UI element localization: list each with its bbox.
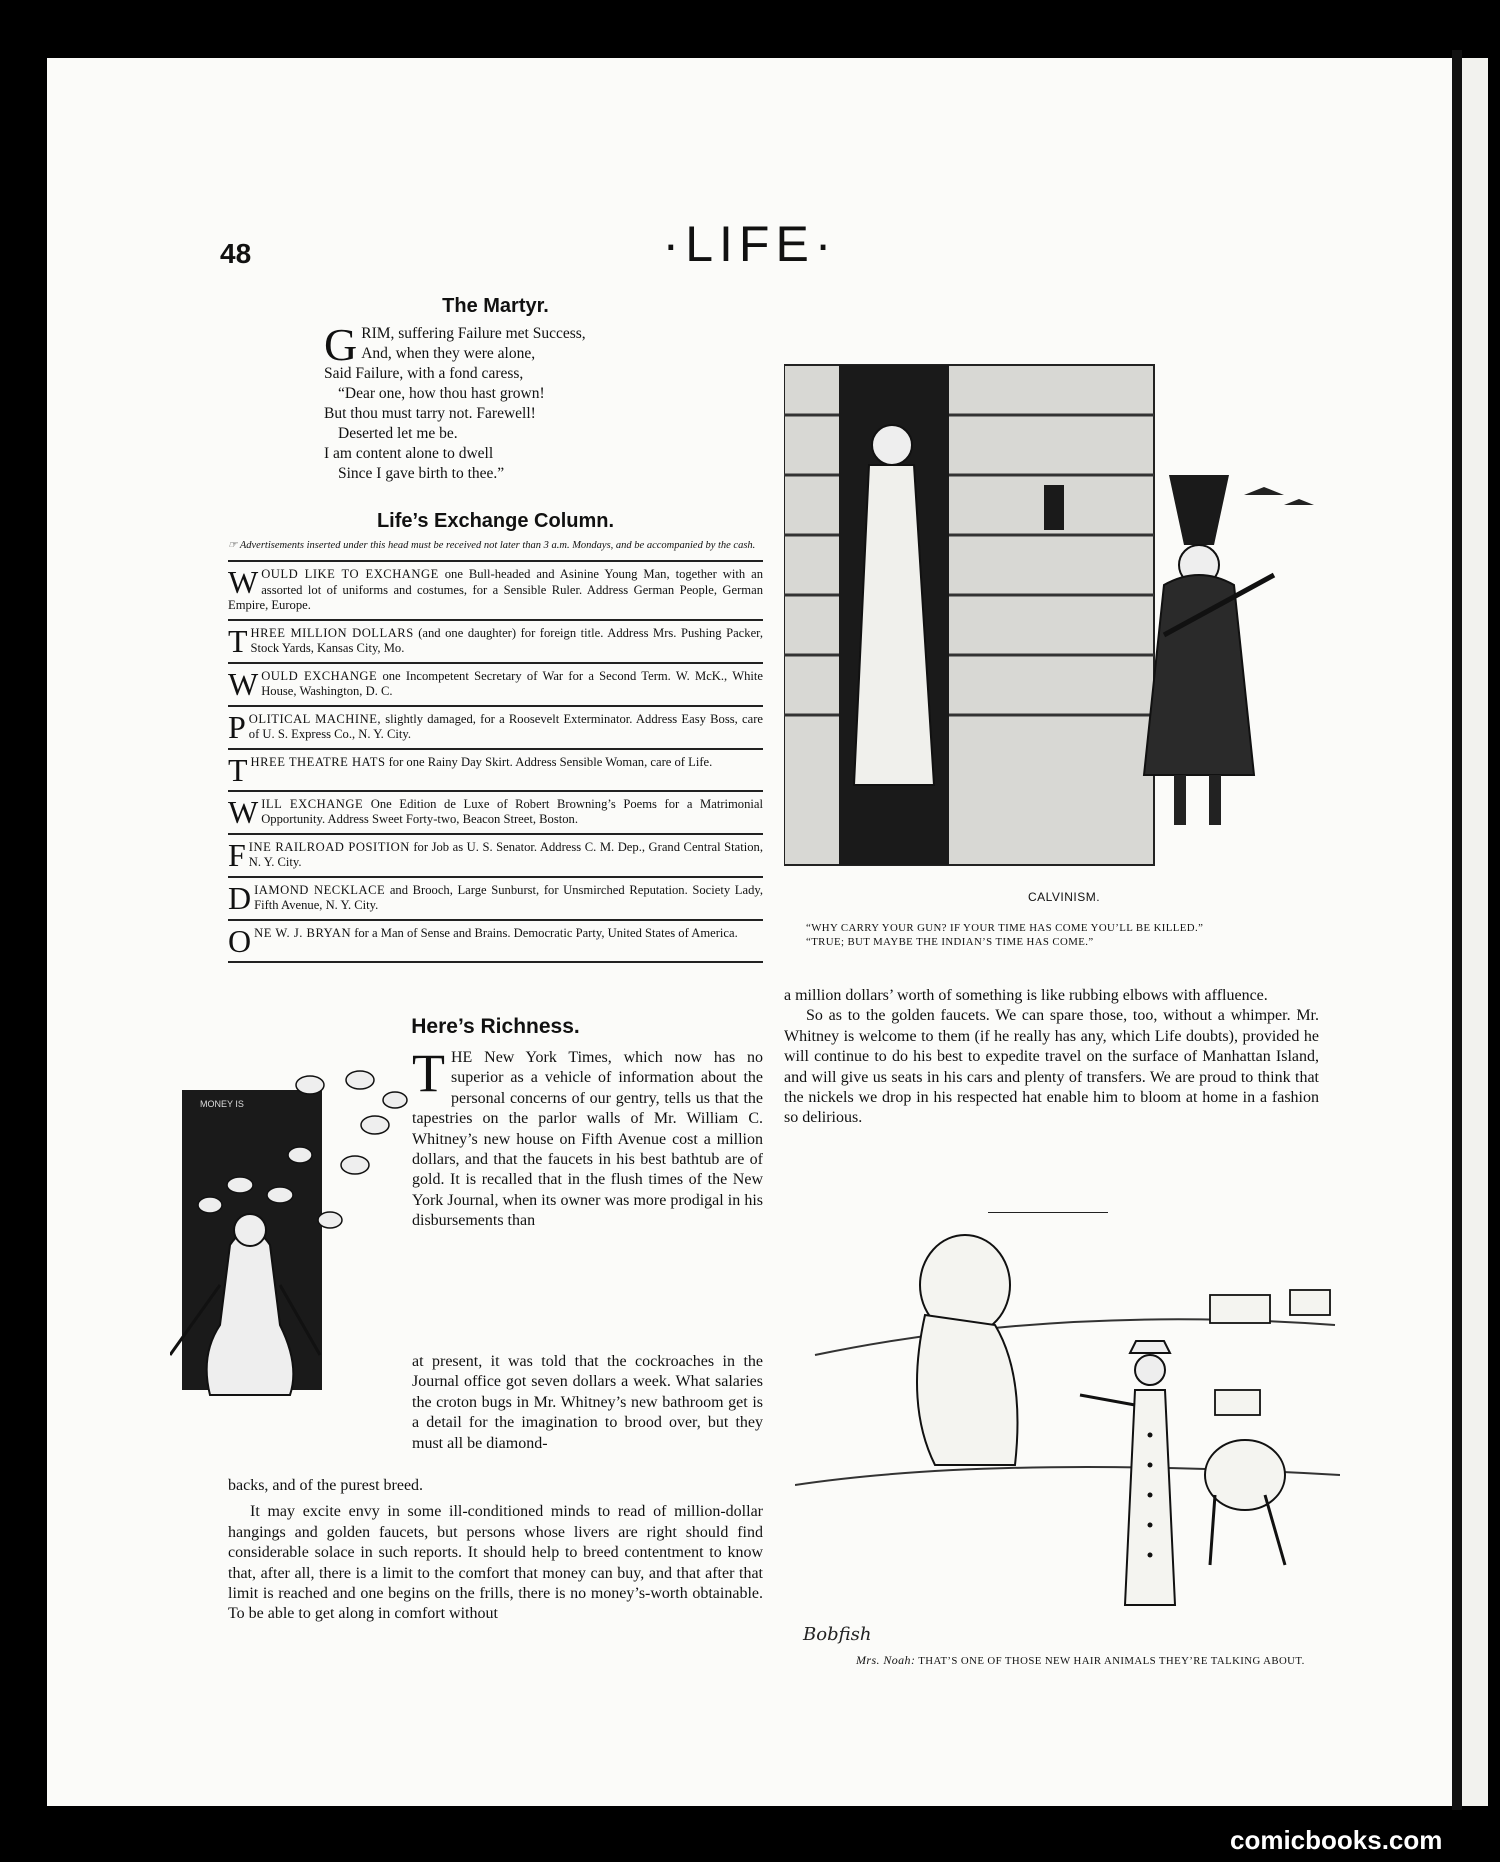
- exchange-ad: [228, 750, 763, 792]
- poem-line: Since I gave birth to thee.”: [338, 465, 505, 482]
- ad-body: (and one daughter) for foreign title. Address Mrs. Pushing Packer, Stock Yards, Kansas City, Mo.: [250, 625, 763, 655]
- exchange-ad: [228, 664, 763, 707]
- ad-body: One Edition de Luxe of Robert Browning’s Poems for a Matrimonial Opportunity. Address Sweet Forty-two, Beacon Street, Boston.: [261, 796, 763, 826]
- ad-dropcap: T: [228, 622, 248, 659]
- richness-cont-para2: So as to the golden faucets. We can spare those, too, without a whimper. Mr. Whitney is welcome to them (if he really has any, which Life doubts), provided he will continue to do his best to expedite travel on the surface of Manhattan Island, and will give us seats in his cars and plenty of transfers. We are proud to think that the nickels we drop in his respected hat enable him to bloom at home in a fashion so delirious.: [784, 1007, 1319, 1127]
- illustration-label: MONEY IS: [200, 1099, 244, 1109]
- exchange-ad: [228, 562, 763, 621]
- ad-dropcap: W: [228, 665, 259, 702]
- poem-line: And, when they were alone,: [361, 345, 536, 362]
- poem-line: Deserted let me be.: [338, 425, 458, 442]
- page-spine: [1452, 50, 1462, 1810]
- ad-lead: HREE THEATRE HATS: [250, 754, 386, 769]
- ad-body: for a Man of Sense and Brains. Democratic Party, United States of America.: [351, 925, 738, 940]
- ad-lead: IAMOND NECKLACE: [254, 882, 386, 897]
- ad-lead: OLITICAL MACHINE,: [248, 711, 382, 726]
- richness-continuation: [784, 986, 1319, 1129]
- richness-dropcap: T: [412, 1043, 445, 1103]
- ad-dropcap: W: [228, 793, 259, 830]
- martyr-dropcap: G: [324, 319, 358, 370]
- ad-lead: INE RAILROAD POSITION: [248, 839, 410, 854]
- ad-dropcap: O: [228, 922, 252, 959]
- masthead: ·LIFE·: [662, 216, 838, 272]
- martyr-section: [228, 295, 763, 484]
- poem-line: But thou must tarry not. Farewell!: [324, 405, 536, 422]
- exchange-title: Life’s Exchange Column.: [376, 510, 615, 532]
- exchange-ad: [228, 707, 763, 750]
- poem-line: RIM, suffering Failure met Success,: [361, 325, 586, 342]
- noah-speaker: Mrs. Noah:: [856, 1653, 916, 1667]
- ad-lead: OULD EXCHANGE: [261, 668, 378, 683]
- next-page-edge: [1462, 58, 1488, 1806]
- page-number: 48: [220, 238, 252, 269]
- noah-illustration: [795, 1225, 1340, 1645]
- exchange-notice: ☞ Advertisements inserted under this head must be received not later than 3 a.m. Mondays, and be accompanied by the cash.: [228, 540, 756, 551]
- exchange-ad: [228, 878, 763, 921]
- ad-dropcap: P: [228, 708, 246, 745]
- ad-dropcap: T: [228, 751, 248, 788]
- ad-body: and Brooch, Large Sunburst, for Unsmirched Reputation. Society Lady, Fifth Avenue, N. Y. City.: [254, 882, 763, 912]
- martyr-poem: [324, 319, 763, 484]
- ad-dropcap: F: [228, 836, 246, 873]
- exchange-ad: [228, 621, 763, 664]
- ad-dropcap: D: [228, 879, 252, 916]
- ad-body: for Job as U. S. Senator. Address C. M. Dep., Grand Central Station, N. Y. City.: [248, 839, 764, 869]
- calvinism-line-2: “TRUE; BUT MAYBE THE INDIAN’S TIME HAS COME.”: [806, 936, 1094, 948]
- calvinism-caption: [806, 921, 1351, 949]
- richness-para2: It may excite envy in some ill-conditioned minds to read of million-dollar hangings and golden faucets, but persons whose livers are right should find considerable solace in such reports. It should help to breed contentment to know that, after all, there is a limit to the comfort that money can buy, and that after that limit is reached and one begins on the frills, there is no money’s-worth obtainable. To be able to get along in comfort without: [228, 1503, 763, 1623]
- richness-wide-text: at present, it was told that the cockroaches in the Journal office got seven dollars a week. What salaries the croton bugs in Mr. Whitney’s new bathroom get is a detail for the imagination to brood over, but they must all be diamond-: [412, 1353, 763, 1452]
- exchange-ad: [228, 835, 763, 878]
- richness-title-wrap: [228, 1015, 763, 1039]
- poem-line: I am content alone to dwell: [324, 445, 494, 462]
- noah-signature: Bobfish: [803, 1624, 872, 1645]
- exchange-ad: [228, 921, 763, 963]
- ad-dropcap: W: [228, 564, 259, 600]
- exchange-ad: [228, 792, 763, 835]
- calvinism-illustration: [784, 305, 1344, 885]
- watermark: comicbooks.com: [1230, 1825, 1443, 1855]
- noah-caption: [856, 1653, 1336, 1668]
- richness-narrow-para: HE New York Times, which now has no superior as a vehicle of information about the personal concerns of our gentry, tells us that the tapestries on the parlor walls of Mr. William C. Whitney’s new house on Fifth Avenue cost a million dollars, and that the faucets in his best bathtub are of gold. It is recalled that in the flush times of the New York Journal, when its owner was more prodigal in his disbursements than: [412, 1049, 763, 1230]
- richness-full-text: [228, 1476, 763, 1625]
- richness-title: Here’s Richness.: [411, 1015, 580, 1038]
- richness-cont-para1: a million dollars’ worth of something is like rubbing elbows with affluence.: [784, 987, 1268, 1004]
- ad-lead: NE W. J. BRYAN: [254, 925, 352, 940]
- ad-body: one Bull-headed and Asinine Young Man, together with an assorted lot of uniforms and costumes, for a Sensible Ruler. Address German People, German Empire, Europe.: [228, 567, 763, 612]
- ad-body: for one Rainy Day Skirt. Address Sensible Woman, care of Life.: [385, 754, 713, 769]
- exchange-ads: [228, 560, 763, 963]
- noah-caption-text: THAT’S ONE OF THOSE NEW HAIR ANIMALS THEY’RE TALKING ABOUT.: [915, 1655, 1305, 1667]
- richness-backs-line: backs, and of the purest breed.: [228, 1477, 424, 1494]
- exchange-section: [228, 510, 763, 963]
- money-bugs-illustration: [170, 1055, 415, 1450]
- ad-lead: HREE MILLION DOLLARS: [250, 625, 414, 640]
- martyr-title: The Martyr.: [442, 295, 549, 317]
- poem-line: “Dear one, how thou hast grown!: [338, 385, 545, 402]
- ad-body: one Incompetent Secretary of War for a Second Term. W. McK., White House, Washington, D. C.: [261, 668, 763, 698]
- ad-lead: OULD LIKE TO EXCHANGE: [261, 567, 439, 581]
- richness-narrow-text: [412, 1043, 763, 1232]
- section-divider-rule: [988, 1212, 1108, 1213]
- calvinism-line-1: “WHY CARRY YOUR GUN? IF YOUR TIME HAS COME YOU’LL BE KILLED.”: [806, 922, 1204, 934]
- poem-line: Said Failure, with a fond caress,: [324, 365, 524, 382]
- ad-body: slightly damaged, for a Roosevelt Exterminator. Address Easy Boss, care of U. S. Express Co., N. Y. City.: [248, 711, 763, 741]
- calvinism-title: CALVINISM.: [1027, 890, 1101, 904]
- ad-lead: ILL EXCHANGE: [261, 796, 364, 811]
